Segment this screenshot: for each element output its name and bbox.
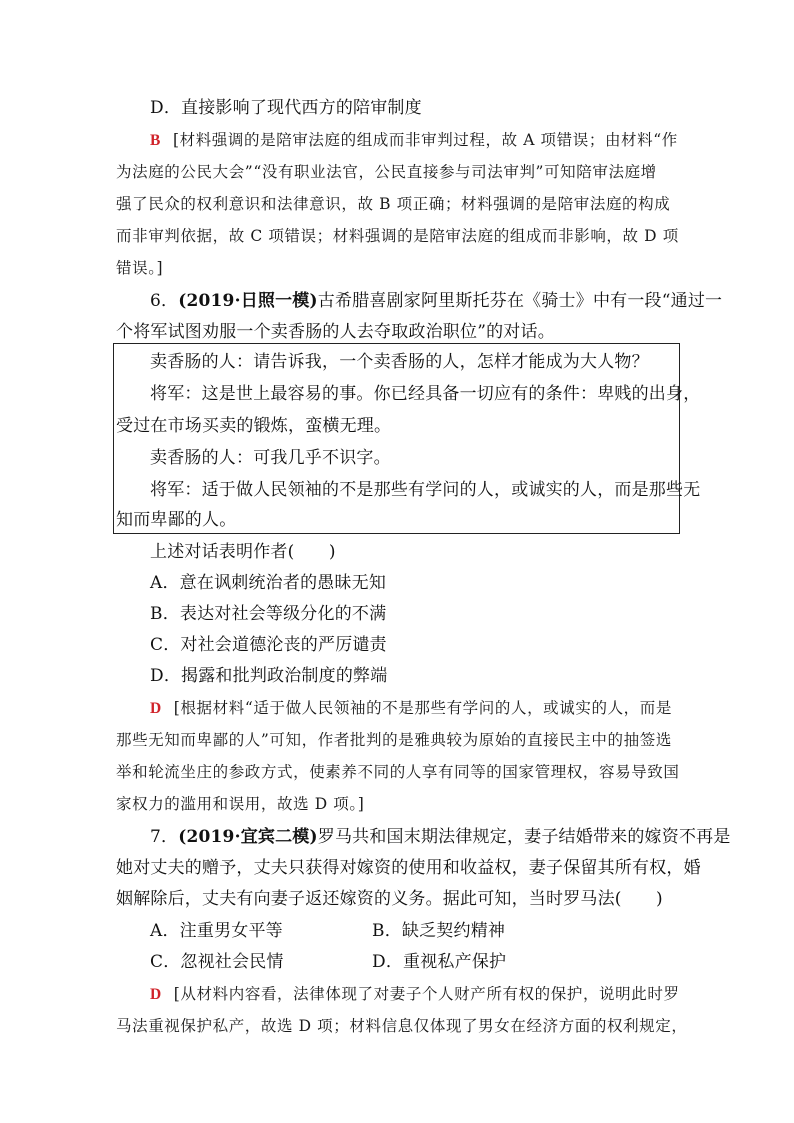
q6-explanation-line-3: 举和轮流坐庄的参政方式，使素养不同的人享有同等的国家管理权，容易导致国 bbox=[116, 763, 680, 781]
q5-explanation-line-5: 错误。] bbox=[116, 259, 164, 277]
q6-stem-line-1: 6．(2019·日照一模)古希腊喜剧家阿里斯托芬在《骑士》中有一段“通过一 bbox=[150, 291, 723, 311]
q7-stem-line-3: 姻解除后，丈夫有向妻子返还嫁资的义务。据此可知，当时罗马法( ) bbox=[116, 889, 663, 909]
dialogue-line-2: 将军：这是世上最容易的事。你已经具备一切应有的条件：卑贱的出身， bbox=[150, 384, 701, 404]
q7-answer: D bbox=[150, 986, 162, 1003]
dialogue-line-3: 受过在市场买卖的锻炼，蛮横无理。 bbox=[116, 416, 392, 436]
q6-stem-line-2: 个将军试图劝服一个卖香肠的人去夺取政治职位”的对话。 bbox=[116, 322, 555, 342]
q7-option-d: D．重视私产保护 bbox=[372, 952, 507, 972]
q6-option-a: A．意在讽刺统治者的愚昧无知 bbox=[150, 573, 387, 593]
dialogue-line-5: 将军：适于做人民领袖的不是那些有学问的人，或诚实的人，而是那些无 bbox=[150, 480, 701, 500]
q5-option-d: D．直接影响了现代西方的陪审制度 bbox=[150, 98, 422, 118]
q7-explanation-line-1: D [从材料内容看，法律体现了对妻子个人财产所有权的保护，说明此时罗 bbox=[150, 985, 680, 1003]
q5-explanation-line-4: 而非审判依据，故 C 项错误；材料强调的是陪审法庭的组成而非影响，故 D 项 bbox=[116, 227, 679, 245]
q6-answer: D bbox=[150, 700, 162, 717]
q7-explanation-line-2: 马法重视保护私产，故选 D 项；材料信息仅体现了男女在经济方面的权利规定， bbox=[116, 1017, 688, 1035]
q5-explanation-line-2: 为法庭的公民大会”“没有职业法官，公民直接参与司法审判”可知陪审法庭增 bbox=[116, 163, 657, 181]
q5-explanation-line-1: B [材料强调的是陪审法庭的组成而非审判过程，故 A 项错误；由材料“作 bbox=[150, 131, 678, 149]
q7-option-b: B．缺乏契约精神 bbox=[372, 921, 506, 941]
q7-stem-line-1: 7．(2019·宜宾二模)罗马共和国末期法律规定，妻子结婚带来的嫁资不再是 bbox=[150, 827, 731, 847]
q7-option-a: A．注重男女平等 bbox=[150, 921, 283, 941]
q6-option-b: B．表达对社会等级分化的不满 bbox=[150, 604, 387, 624]
q7-stem-line-2: 她对丈夫的赠予，丈夫只获得对嫁资的使用和收益权，妻子保留其所有权，婚 bbox=[116, 858, 701, 878]
q7-option-c: C．忽视社会民情 bbox=[150, 952, 284, 972]
q6-explanation-line-2: 那些无知而卑鄙的人”可知，作者批判的是雅典较为原始的直接民主中的抽签选 bbox=[116, 731, 672, 749]
q6-option-c: C．对社会道德沦丧的严厉谴责 bbox=[150, 635, 387, 655]
dialogue-line-6: 知而卑鄙的人。 bbox=[116, 510, 237, 530]
q6-explanation-line-4: 家权力的滥用和误用，故选 D 项。] bbox=[116, 795, 365, 813]
q5-answer: B bbox=[150, 132, 161, 149]
q6-question: 上述对话表明作者( ) bbox=[150, 542, 336, 562]
dialogue-line-4: 卖香肠的人：可我几乎不识字。 bbox=[150, 448, 391, 468]
q5-explanation-line-3: 强了民众的权利意识和法律意识，故 B 项正确；材料强调的是陪审法庭的构成 bbox=[116, 195, 671, 213]
dialogue-line-1: 卖香肠的人：请告诉我，一个卖香肠的人，怎样才能成为大人物？ bbox=[150, 352, 649, 372]
q6-explanation-line-1: D [根据材料“适于做人民领袖的不是那些有学问的人，或诚实的人，而是 bbox=[150, 699, 672, 717]
q6-option-d: D．揭露和批判政治制度的弊端 bbox=[150, 666, 388, 686]
